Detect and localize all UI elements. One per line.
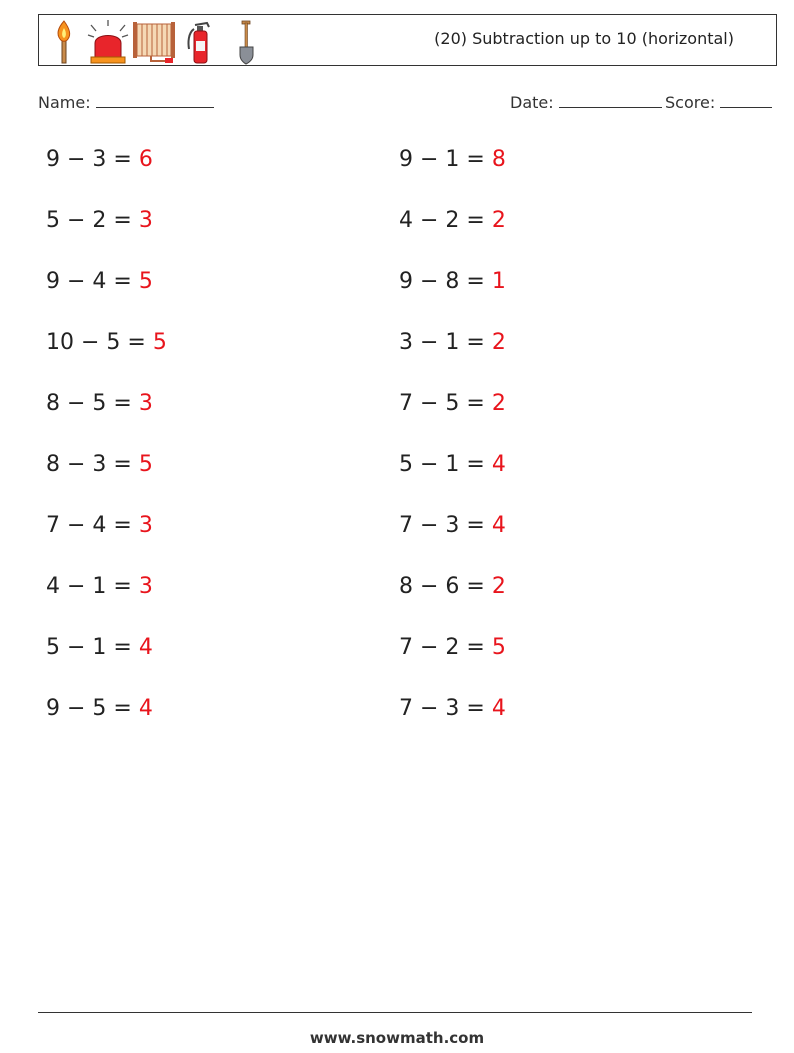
problem-answer: 4 xyxy=(491,696,506,721)
problem-item xyxy=(46,452,153,477)
problem-item xyxy=(399,330,506,355)
problem-item xyxy=(46,635,153,660)
problem-expression: 9 − 8 = xyxy=(399,269,492,294)
problem-expression: 8 − 6 = xyxy=(399,574,492,599)
shovel-icon xyxy=(235,19,259,65)
score-blank[interactable] xyxy=(720,93,772,108)
footer-divider xyxy=(38,1012,752,1013)
problem-item xyxy=(399,635,506,660)
problem-expression: 9 − 5 = xyxy=(46,696,139,721)
problem-answer: 2 xyxy=(491,574,506,599)
date-label: Date: xyxy=(510,93,554,112)
problem-answer: 4 xyxy=(138,696,153,721)
problem-item xyxy=(399,269,506,294)
name-label: Name: xyxy=(38,93,91,112)
problem-answer: 8 xyxy=(491,147,506,172)
problem-expression: 7 − 4 = xyxy=(46,513,139,538)
problem-item xyxy=(399,391,506,416)
problem-item xyxy=(399,147,506,172)
problem-answer: 3 xyxy=(138,574,153,599)
problem-item xyxy=(399,574,506,599)
problem-answer: 4 xyxy=(491,513,506,538)
problem-answer: 1 xyxy=(491,269,506,294)
problem-item xyxy=(46,513,153,538)
problem-answer: 5 xyxy=(491,635,506,660)
problem-item xyxy=(399,208,506,233)
problem-answer: 2 xyxy=(491,208,506,233)
score-label: Score: xyxy=(665,93,716,112)
problem-item xyxy=(399,452,506,477)
problem-expression: 7 − 5 = xyxy=(399,391,492,416)
problem-item xyxy=(46,391,153,416)
problem-answer: 3 xyxy=(138,208,153,233)
name-field xyxy=(38,93,214,112)
problem-expression: 10 − 5 = xyxy=(46,330,153,355)
match-icon xyxy=(53,19,75,65)
problem-item xyxy=(399,696,506,721)
worksheet-title: (20) Subtraction up to 10 (horizontal) xyxy=(434,29,734,48)
problem-expression: 7 − 3 = xyxy=(399,513,492,538)
siren-icon xyxy=(87,19,129,65)
problem-expression: 3 − 1 = xyxy=(399,330,492,355)
problem-item xyxy=(46,696,153,721)
fire-hose-icon xyxy=(131,19,177,65)
problem-item xyxy=(46,574,153,599)
problem-expression: 8 − 3 = xyxy=(46,452,139,477)
date-blank[interactable] xyxy=(559,93,662,108)
problem-answer: 6 xyxy=(138,147,153,172)
problem-item xyxy=(46,269,153,294)
problem-expression: 9 − 4 = xyxy=(46,269,139,294)
problem-item xyxy=(399,513,506,538)
problem-answer: 2 xyxy=(491,330,506,355)
footer-url: www.snowmath.com xyxy=(309,1029,485,1047)
problem-item xyxy=(46,330,167,355)
problem-answer: 5 xyxy=(152,330,167,355)
name-blank[interactable] xyxy=(96,93,214,108)
problem-answer: 4 xyxy=(491,452,506,477)
problem-expression: 5 − 1 = xyxy=(399,452,492,477)
problem-answer: 5 xyxy=(138,452,153,477)
problem-expression: 8 − 5 = xyxy=(46,391,139,416)
problem-answer: 3 xyxy=(138,513,153,538)
worksheet-header xyxy=(38,14,777,66)
problem-answer: 4 xyxy=(138,635,153,660)
problem-answer: 2 xyxy=(491,391,506,416)
problem-expression: 4 − 1 = xyxy=(46,574,139,599)
date-field xyxy=(510,93,662,112)
fire-extinguisher-icon xyxy=(185,19,215,65)
problem-expression: 9 − 1 = xyxy=(399,147,492,172)
problem-expression: 4 − 2 = xyxy=(399,208,492,233)
problem-answer: 5 xyxy=(138,269,153,294)
problem-expression: 5 − 2 = xyxy=(46,208,139,233)
problem-expression: 9 − 3 = xyxy=(46,147,139,172)
problem-expression: 7 − 3 = xyxy=(399,696,492,721)
problem-answer: 3 xyxy=(138,391,153,416)
problem-expression: 5 − 1 = xyxy=(46,635,139,660)
score-field xyxy=(665,93,772,112)
problem-expression: 7 − 2 = xyxy=(399,635,492,660)
problem-item xyxy=(46,147,153,172)
problem-item xyxy=(46,208,153,233)
